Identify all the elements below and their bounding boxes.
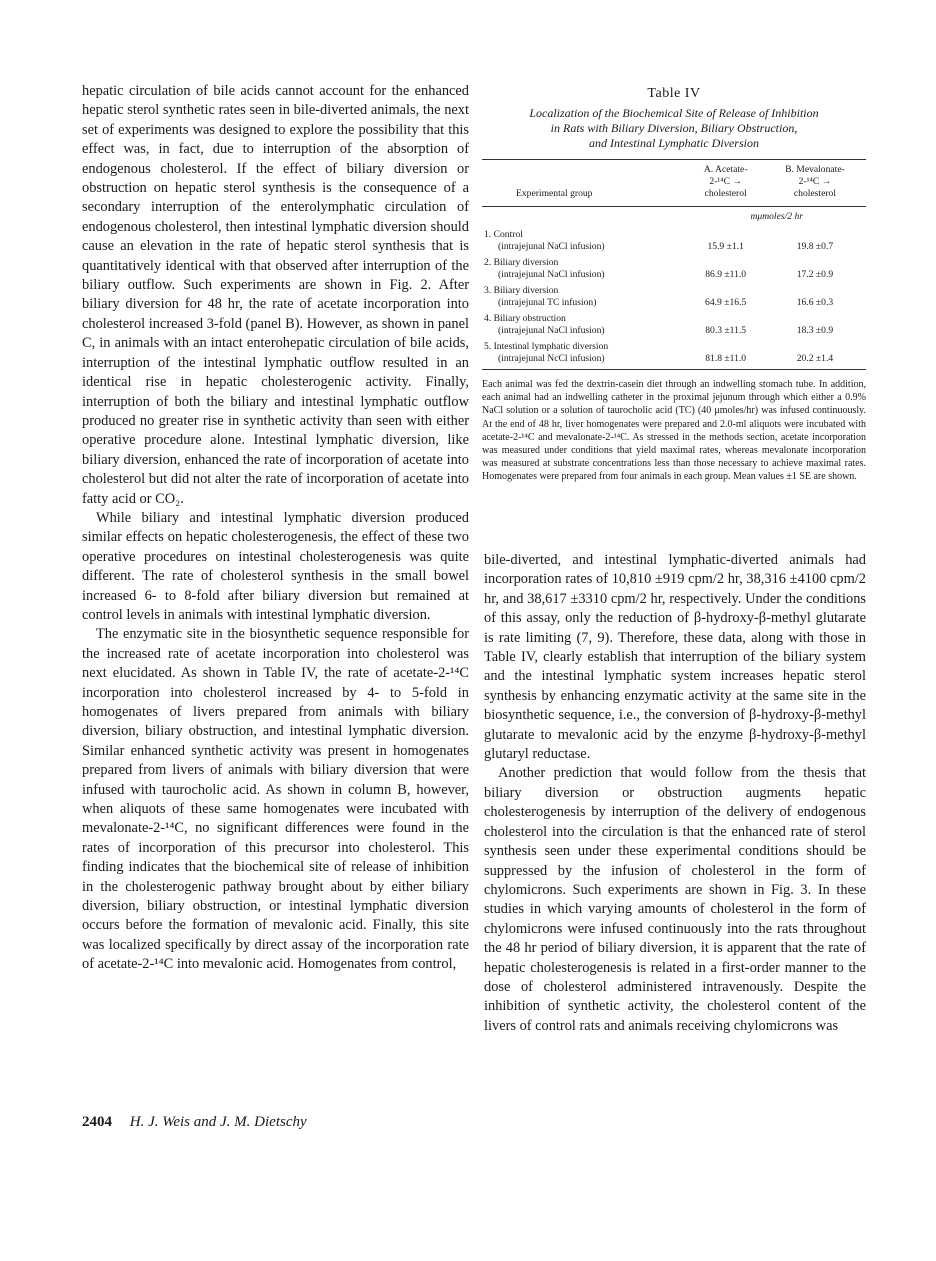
table-row: 1. Control (intrajejunal NaCl infusion) 15.9 ±1.1 19.8 ±0.7 xyxy=(482,229,866,257)
value-b: 20.2 ±1.4 xyxy=(796,353,834,364)
paragraph: Another prediction that would follow from the thesis that biliary diversion or obstruction augments hepatic cholesterogenesis by interruption of the delivery of endogenous cholesterol into the circulation is that the enhanced rate of sterol synthesis seen under these experimental conditions should be suppressed by the infusion of cholesterol in the form of chylomicrons. Such experiments are shown in Fig. 3. In these studies in which varying amounts of cholesterol in the form of chylomicrons were infused continuously into the rats throughout the 48 hr period of biliary diversion, it is apparent that the rate of hepatic cholesterogenesis is related in a first-order manner to the dose of cholesterol administered intravenously. Despite the inhibition of synthetic activity, the cholesterol content of the livers of control rats and animals receiving chylomicrons was xyxy=(484,765,866,1034)
value-a: 15.9 ±1.1 xyxy=(707,241,744,252)
value-a: 64.9 ±16.5 xyxy=(705,297,747,308)
column-header-group: Experimental group xyxy=(516,188,593,199)
caption-line: in Rats with Biliary Diversion, Biliary Obstruction, xyxy=(550,121,798,135)
table-row: 2. Biliary diversion (intrajejunal NaCl infusion) 86.9 ±11.0 17.2 ±0.9 xyxy=(482,257,866,285)
table-caption xyxy=(482,106,866,151)
table-row: 5. Intestinal lymphatic diversion (intrajejunal NcCl infusion) 81.8 ±11.0 20.2 ±1.4 xyxy=(482,341,866,369)
caption-line: Localization of the Biochemical Site of Release of Inhibition xyxy=(529,106,819,120)
right-text-column xyxy=(484,551,866,1036)
table-row: 4. Biliary obstruction (intrajejunal NaCl infusion) 80.3 ±11.5 18.3 ±0.9 xyxy=(482,313,866,341)
column-header-a: A. Acetate- 2-¹⁴C → cholesterol xyxy=(703,164,748,199)
value-a: 81.8 ±11.0 xyxy=(705,353,747,364)
caption-line: and Intestinal Lymphatic Diversion xyxy=(589,136,759,150)
value-b: 18.3 ±0.9 xyxy=(796,325,834,336)
value-a: 86.9 ±11.0 xyxy=(705,269,747,280)
paragraph: hepatic circulation of bile acids cannot account for the enhanced hepatic sterol synthetic rates seen in bile-diverted animals, the next set of experiments was designed to explore the possibility that this effect was, in fact, due to interruption of the absorption of endogenous cholesterol. If the effect of biliary diversion or obstruction on hepatic sterol synthesis is the consequence of a secondary interruption of the enterolymphatic circulation of endogenous cholesterol, then intestinal lymphatic diversion should cause an elevation in the rate of hepatic sterol synthesis that is quantitatively identical with that observed after interruption of the biliary outflow. Such experiments are shown in Fig. 2. After biliary diversion for 48 hr, the rate of acetate incorporation into cholesterol increased 3-fold (panel B). However, as shown in panel C, in animals with an intact enterohepatic circulation of bile acids, interruption of the intestinal lymphatic outflow resulted in an identical rise in hepatic cholesterogenic activity. Finally, interruption of both the biliary and intestinal lymphatic outflow produced no greater rise in synthetic activity than seen with either operative procedure alone. Intestinal lymphatic diversion, like biliary diversion, enhanced the rate of incorporation of acetate into cholesterol but did not alter the rate of incorporation of acetate into fatty acid or CO₂. xyxy=(82,83,469,507)
table-footnote: Each animal was fed the dextrin-casein diet through an indwelling stomach tube. In addition, each animal had an indwelling catheter in the proximal jejunum through which either a 0.9% NaCl solution or a solution of taurocholic acid (TC) (40 μmoles/hr) was infused continuously. At the end of 48 hr, liver homogenates were prepared and 2.0-ml aliquots were incubated with acetate-2-¹⁴C and mevalonate-2-¹⁴C. As stressed in the methods section, acetate incorporation was measured under conditions that yield maximal rates, whereas mevalonate incorporation was measured at substrate concentrations less than those necessary to achieve maximal rates. Homogenates were prepared from four animals in each group. Mean values ±1 SE are shown. xyxy=(482,379,866,483)
paragraph: While biliary and intestinal lymphatic diversion produced similar effects on hepatic cholesterogenesis, the effect of these two operative procedures on intestinal cholesterogenesis was quite different. The rate of cholesterol synthesis in the small bowel increased 6- to 8-fold after biliary diversion but remained at control levels in animals with intestinal lymphatic diversion. xyxy=(82,509,469,623)
page-footer xyxy=(82,1114,307,1131)
unit-label: mμmoles/2 hr xyxy=(750,211,803,222)
left-text-column xyxy=(82,82,469,975)
value-b: 17.2 ±0.9 xyxy=(796,269,834,280)
table-title: Table IV xyxy=(647,86,701,101)
value-b: 19.8 ±0.7 xyxy=(796,241,834,252)
table-row: 3. Biliary diversion (intrajejunal TC infusion) 64.9 ±16.5 16.6 ±0.3 xyxy=(482,285,866,313)
paragraph: The enzymatic site in the biosynthetic sequence responsible for the increased rate of acetate incorporation into cholesterol was next elucidated. As shown in Table IV, the rate of acetate-2-¹⁴C incorporation into cholesterol increased by 4- to 5-fold in homogenates of livers prepared from animals with biliary diversion, biliary obstruction, and intestinal lymphatic diversion. Similar enhanced synthetic activity was present in homogenates prepared from livers of animals with biliary diversion that were infused with taurocholic acid. As shown in column B, however, when aliquots of these same homogenates were incubated with mevalonate-2-¹⁴C, no significant differences were found in the rates of incorporation of this precursor into cholesterol. This finding indicates that the biochemical site of release of inhibition in the cholesterogenic pathway brought about by either biliary diversion, biliary obstruction, or intestinal lymphatic diversion occurs before the formation of mevalonic acid. Finally, this site was localized specifically by direct assay of the incorporation rate of acetate-2-¹⁴C into mevalonic acid. Homogenates from control, xyxy=(82,626,469,973)
table-iv xyxy=(482,86,866,484)
data-table xyxy=(482,160,866,369)
paragraph: bile-diverted, and intestinal lymphatic-diverted animals had incorporation rates of 10,810 ±919 cpm/2 hr, 38,316 ±4100 cpm/2 hr, and 38,617 ±3310 cpm/2 hr, respectively. Under the conditions of this assay, only the reduction of β-hydroxy-β-methyl glutarate is rate limiting (7, 9). Therefore, these data, along with those in Table IV, clearly establish that interruption of the biliary system and the intestinal lymphatic system increases hepatic sterol synthesis by enhancing enzymatic activity at the same site in the biosynthetic sequence, i.e., the conversion of β-hydroxy-β-methyl glutarate to mevalonic acid by the enzyme β-hydroxy-β-methyl glutaryl reductase. xyxy=(484,552,866,763)
value-a: 80.3 ±11.5 xyxy=(705,325,747,336)
column-header-b: B. Mevalonate- 2-¹⁴C → cholesterol xyxy=(785,164,845,199)
page-number: 2404 xyxy=(82,1114,112,1130)
value-b: 16.6 ±0.3 xyxy=(796,297,834,308)
running-authors: H. J. Weis and J. M. Dietschy xyxy=(129,1114,307,1130)
